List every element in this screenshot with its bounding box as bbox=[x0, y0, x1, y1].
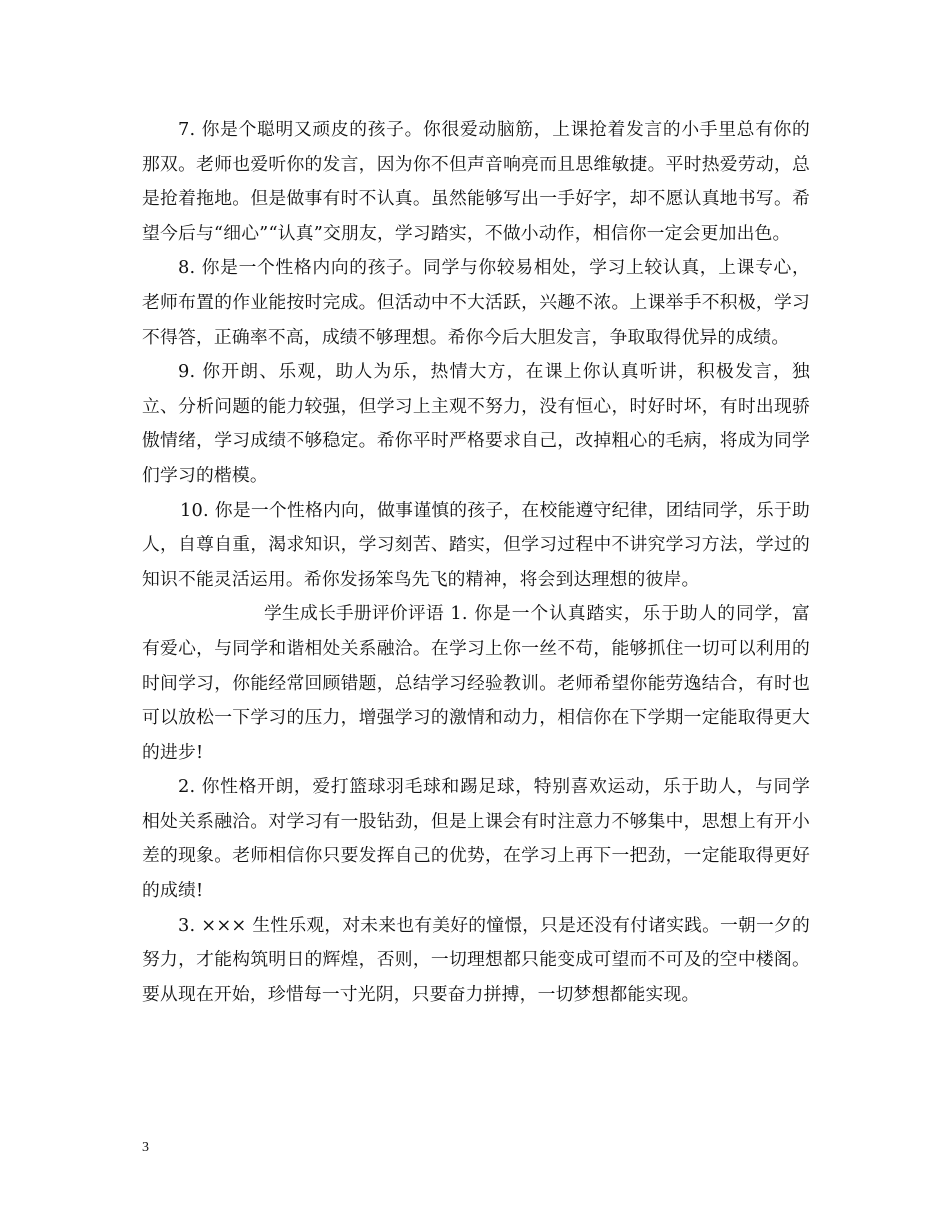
comment-paragraph-2: 2. 你性格开朗，爱打篮球羽毛球和踢足球，特别喜欢运动，乐于助人，与同学相处关系融洽。对学习有一股钻劲，但是上课会有时注意力不够集中，思想上有开小差的现象。老师相信你只要发挥自己的优势，在学习上再下一把劲，一定能取得更好的成绩! bbox=[142, 776, 810, 902]
comment-paragraph-3: 3. ××× 生性乐观，对未来也有美好的憧憬，只是还没有付诸实践。一朝一夕的努力，才能构筑明日的辉煌，否则，一切理想都只能变成可望而不可及的空中楼阁。要从现在开始，珍惜每一寸光阴，只要奋力拼搏，一切梦想都能实现。 bbox=[142, 914, 810, 1005]
section-title: 学生成长手册评价评语 bbox=[264, 603, 444, 625]
page-number: 3 bbox=[142, 1140, 149, 1155]
comment-paragraph-10: 10. 你是一个性格内向，做事谨慎的孩子，在校能遵守纪律，团结同学，乐于助人，自尊自重，渴求知识，学习刻苦、踏实，但学习过程中不讲究学习方法，学过的知识不能灵活运用。希你发扬笨鸟先飞的精神，将会到达理想的彼岸。 bbox=[142, 499, 810, 590]
comment-paragraph-7: 7. 你是个聪明又顽皮的孩子。你很爱动脑筋，上课抢着发言的小手里总有你的那双。老师也爱听你的发言，因为你不但声音响亮而且思维敏捷。平时热爱劳动，总是抢着拖地。但是做事有时不认真。虽然能够写出一手好字，却不愿认真地书写。希望今后与“细心”“认真”交朋友，学习踏实，不做小动作，相信你一定会更加出色。 bbox=[142, 119, 810, 244]
section-paragraph bbox=[142, 597, 810, 770]
document-body bbox=[142, 113, 810, 1012]
comment-paragraph-8: 8. 你是一个性格内向的孩子。同学与你较易相处，学习上较认真，上课专心，老师布置的作业能按时完成。但活动中不大活跃，兴趣不浓。上课举手不积极，学习不得答，正确率不高，成绩不够理想。希你今后大胆发言，争取取得优异的成绩。 bbox=[142, 257, 810, 348]
comment-paragraph-9: 9. 你开朗、乐观，助人为乐，热情大方，在课上你认真听讲，积极发言，独立、分析问题的能力较强，但学习上主观不努力，没有恒心，时好时坏，有时出现骄傲情绪，学习成绩不够稳定。希你平时严格要求自己，改掉粗心的毛病，将成为同学们学习的楷模。 bbox=[142, 361, 810, 486]
section-first-comment: 1. 你是一个认真踏实，乐于助人的同学，富有爱心，与同学和谐相处关系融洽。在学习上你一丝不苟，能够抓住一切可以利用的时间学习，你能经常回顾错题，总结学习经验教训。老师希望你能劳逸结合，有时也可以放松一下学习的压力，增强学习的激情和动力，相信你在下学期一定能取得更大的进步! bbox=[142, 603, 810, 763]
